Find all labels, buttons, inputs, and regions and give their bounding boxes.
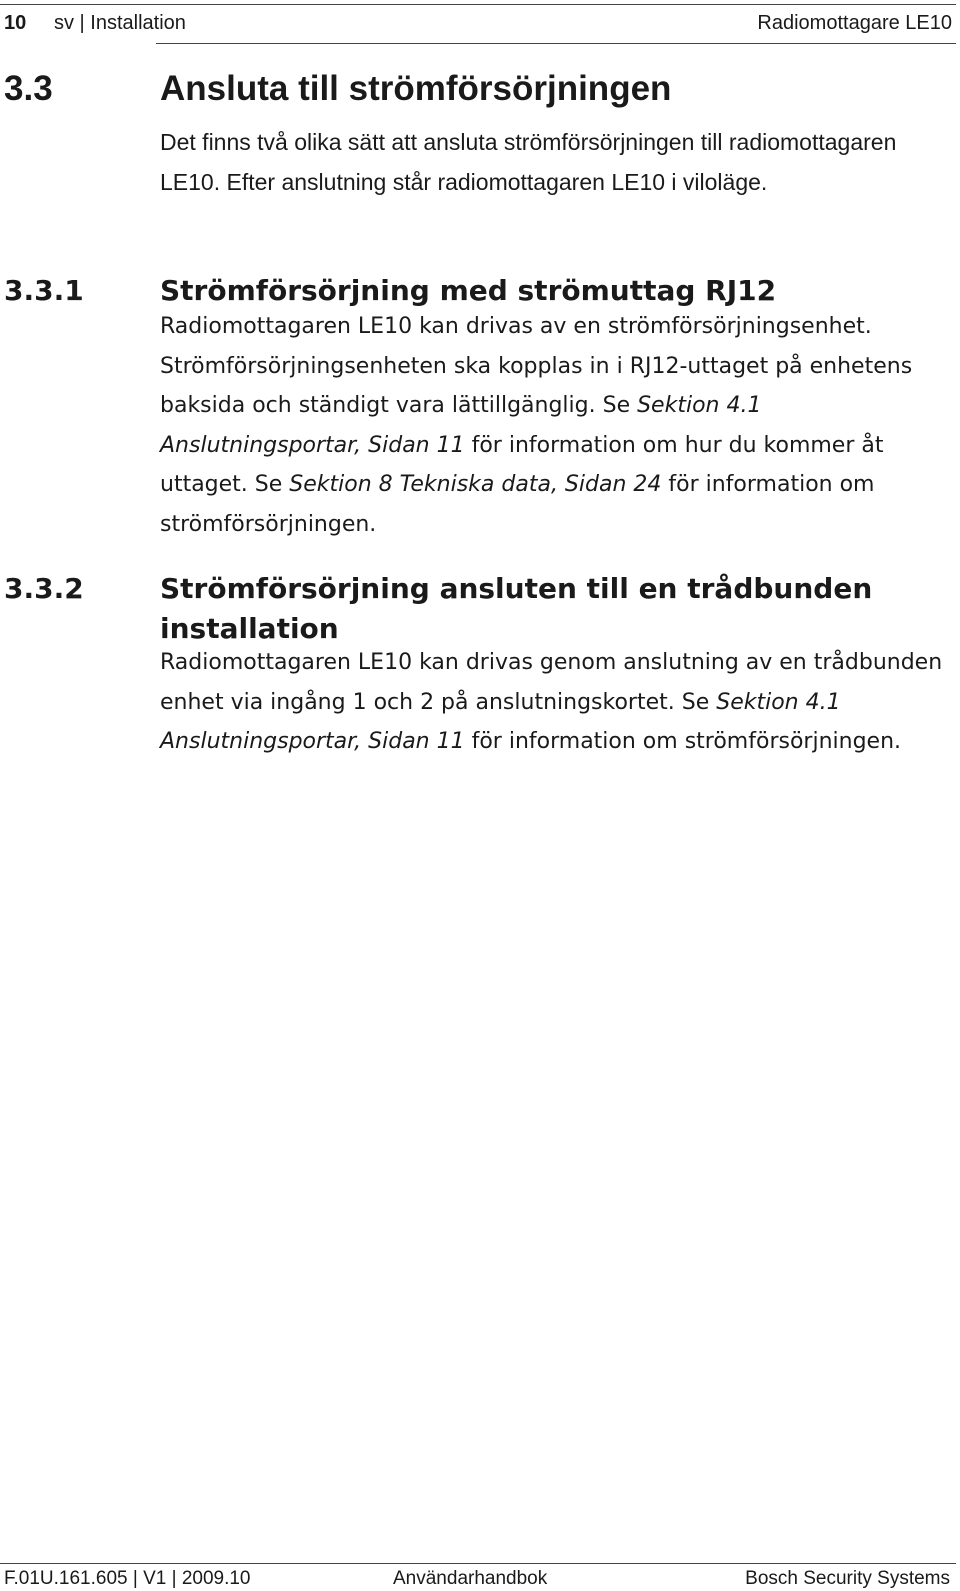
- cross-reference-link[interactable]: Sektion 8 Tekniska data, Sidan 24: [289, 472, 662, 497]
- body-text: för information om strömförsörjningen.: [464, 729, 901, 754]
- section-number: 3.3.2: [4, 572, 84, 605]
- footer-doc-code: F.01U.161.605 | V1 | 2009.10: [4, 1568, 251, 1589]
- body-text: för information om strömförsörjningen.: [160, 472, 875, 537]
- section-title: Strömförsörjning med strömuttag RJ12: [160, 274, 777, 307]
- body-text: Radiomottagaren LE10 kan drivas av en strömförsörjningsenhet. Strömförsörjningsenheten ska kopplas in i RJ12-uttaget på enhetens baksida och ständigt vara lättillgänglig. Se: [160, 314, 913, 418]
- section-number: 3.3.1: [4, 274, 84, 307]
- section-heading-3-3: [4, 64, 954, 114]
- section-heading-3-3-1: [4, 271, 954, 311]
- footer-rule: [0, 1563, 956, 1564]
- page-header: [0, 10, 952, 36]
- section-heading-3-3-2: [4, 569, 954, 649]
- cross-reference-link[interactable]: Sektion 4.1 Anslutningsportar, Sidan 11: [160, 689, 841, 754]
- footer-company: Bosch Security Systems: [745, 1568, 950, 1589]
- section-3-3-2-body: [160, 643, 945, 762]
- footer-doc-type: Användarhandbok: [393, 1568, 548, 1589]
- page-footer: [0, 1568, 956, 1590]
- section-title: Ansluta till strömförsörjningen: [160, 69, 672, 108]
- body-text: Radiomottagaren LE10 kan drivas genom anslutning av en trådbunden enhet via ingång 1 och 2 på anslutningskortet. Se: [160, 650, 943, 715]
- section-number: 3.3: [4, 69, 53, 108]
- cross-reference-link[interactable]: Sektion 4.1 Anslutningsportar, Sidan 11: [160, 393, 762, 458]
- page-number: 10: [4, 12, 27, 34]
- section-3-3-intro: Det finns två olika sätt att ansluta strömförsörjningen till radiomottagaren LE10. Efter anslutning står radiomottagaren LE10 i viloläge.: [160, 129, 897, 195]
- top-rule: [0, 4, 956, 5]
- header-rule: [156, 43, 956, 44]
- header-section-label: sv | Installation: [54, 12, 186, 34]
- section-title: Strömförsörjning ansluten till en trådbunden installation: [160, 572, 873, 645]
- section-3-3-1-body: [160, 307, 945, 544]
- header-document-title: Radiomottagare LE10: [757, 12, 952, 34]
- body-text: för information om hur du kommer åt uttaget. Se: [160, 432, 884, 497]
